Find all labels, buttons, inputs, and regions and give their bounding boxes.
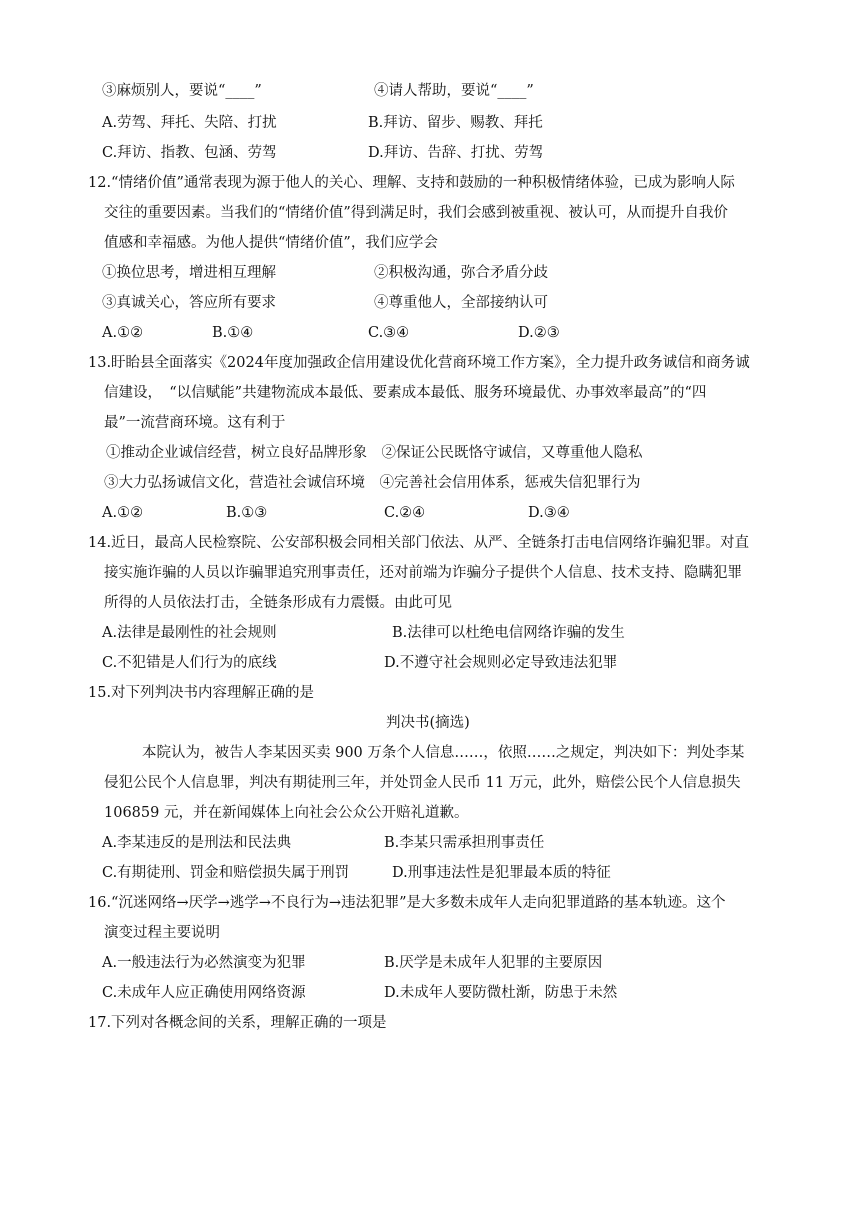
q14-option-a: A.法律是最刚性的社会规则 — [102, 625, 277, 641]
q15-document-line-1 — [0, 738, 860, 768]
q13-options-row — [0, 498, 860, 528]
q12-stem-text-3: 值感和幸福感。为他人提供“情绪价值”，我们应学会 — [104, 235, 438, 251]
q15-document-line-2 — [0, 768, 860, 798]
q13-stem-line-3 — [0, 408, 860, 438]
q14-options-row-2 — [0, 648, 860, 678]
q13-stem-text-2: 信建设， “以信赋能”共建物流成本最低、要素成本最低、服务环境最优、办事效率最高”的“四 — [104, 385, 707, 401]
q13-option-c: C.②④ — [384, 505, 426, 521]
q15-document-title: 判决书(摘选) — [386, 715, 470, 731]
q13-items-row-2 — [0, 468, 860, 498]
q16-options-row-2 — [0, 978, 860, 1008]
q11-option-a: A.劳驾、拜托、失陪、打扰 — [102, 115, 277, 131]
q15-document-line-3 — [0, 798, 860, 828]
q13-option-d: D.③④ — [528, 505, 570, 521]
q13-items-3-4: ③大力弘扬诚信文化，营造社会诚信环境 ④完善社会信用体系，惩戒失信犯罪行为 — [104, 475, 641, 491]
q12-item-1: ①换位思考，增进相互理解 — [102, 265, 276, 281]
q12-stem-text-2: 交往的重要因素。当我们的“情绪价值”得到满足时，我们会感到被重视、被认可，从而提升自我价 — [104, 205, 728, 221]
q12-option-b: B.①④ — [212, 325, 254, 341]
q15-document-text-1: 本院认为，被告人李某因买卖 900 万条个人信息……，依照……之规定，判决如下：判处李某 — [142, 745, 745, 761]
q14-options-row-1 — [0, 618, 860, 648]
q11-option-b: B.拜访、留步、赐教、拜托 — [368, 115, 543, 131]
q11-items-row — [0, 76, 860, 106]
q16-stem-text-1: 16.“沉迷网络→厌学→逃学→不良行为→违法犯罪”是大多数未成年人走向犯罪道路的基本轨迹。这个 — [88, 895, 726, 911]
q13-stem-line-2 — [0, 378, 860, 408]
q13-items-row-1 — [0, 438, 860, 468]
q15-option-c: C.有期徒刑、罚金和赔偿损失属于刑罚 — [102, 865, 350, 881]
q14-option-d: D.不遵守社会规则必定导致违法犯罪 — [384, 655, 618, 671]
q17-stem-line-1 — [0, 1008, 860, 1038]
q13-option-a: A.①② — [102, 505, 144, 521]
exam-page — [0, 78, 860, 1038]
q15-option-b: B.李某只需承担刑事责任 — [384, 835, 545, 851]
q14-stem-line-3 — [0, 588, 860, 618]
q14-option-b: B.法律可以杜绝电信网络诈骗的发生 — [392, 625, 625, 641]
q16-options-row-1 — [0, 948, 860, 978]
q15-option-a: A.李某违反的是刑法和民法典 — [102, 835, 292, 851]
q12-item-2: ②积极沟通，弥合矛盾分歧 — [374, 265, 548, 281]
q15-document-text-3: 106859 元，并在新闻媒体上向社会公众公开赔礼道歉。 — [104, 805, 469, 821]
q14-stem-line-2 — [0, 558, 860, 588]
q15-options-row-1 — [0, 828, 860, 858]
q15-option-d: D.刑事违法性是犯罪最本质的特征 — [392, 865, 611, 881]
q12-option-a: A.①② — [102, 325, 144, 341]
q16-option-b: B.厌学是未成年人犯罪的主要原因 — [384, 955, 603, 971]
q16-option-a: A.一般违法行为必然演变为犯罪 — [102, 955, 306, 971]
q12-stem-text-1: 12.“情绪价值”通常表现为源于他人的关心、理解、支持和鼓励的一种积极情绪体验，已成为影响人际 — [88, 175, 735, 191]
q16-stem-line-2 — [0, 918, 860, 948]
q13-option-b: B.①③ — [226, 505, 268, 521]
q15-stem-text-1: 15.对下列判决书内容理解正确的是 — [88, 685, 315, 701]
q17-stem-text-1: 17.下列对各概念间的关系，理解正确的一项是 — [88, 1015, 387, 1031]
q14-stem-text-3: 所得的人员依法打击，全链条形成有力震慑。由此可见 — [104, 595, 452, 611]
q13-stem-text-1: 13.盱眙县全面落实《2024年度加强政企信用建设优化营商环境工作方案》，全力提升政务诚信和商务诚 — [88, 355, 750, 371]
q13-stem-line-1 — [0, 348, 860, 378]
q14-stem-line-1 — [0, 528, 860, 558]
q11-options-row-1 — [0, 108, 860, 138]
q12-stem-line-1 — [0, 168, 860, 198]
q15-options-row-2 — [0, 858, 860, 888]
q14-option-c: C.不犯错是人们行为的底线 — [102, 655, 277, 671]
q15-document-title-row — [0, 708, 860, 738]
q12-stem-line-2 — [0, 198, 860, 228]
q13-items-1-2: ①推动企业诚信经营，树立良好品牌形象 ②保证公民既恪守诚信，又尊重他人隐私 — [106, 445, 643, 461]
q12-item-4: ④尊重他人，全部接纳认可 — [374, 295, 548, 311]
q11-item-4: ④请人帮助，要说“____” — [374, 83, 534, 99]
q14-stem-text-2: 接实施诈骗的人员以诈骗罪追究刑事责任，还对前端为诈骗分子提供个人信息、技术支持、隐瞒犯罪 — [104, 565, 742, 581]
q13-stem-text-3: 最”一流营商环境。这有利于 — [104, 415, 286, 431]
q12-item-3: ③真诚关心，答应所有要求 — [102, 295, 276, 311]
q11-option-d: D.拜访、告辞、打扰、劳驾 — [368, 145, 544, 161]
q16-option-d: D.未成年人要防微杜渐，防患于未然 — [384, 985, 618, 1001]
q15-document-text-2: 侵犯公民个人信息罪，判决有期徒刑三年，并处罚金人民币 11 万元，此外，赔偿公民个人信息损失 — [104, 775, 741, 791]
q12-option-d: D.②③ — [518, 325, 560, 341]
q12-items-row-2 — [0, 288, 860, 318]
q11-item-3: ③麻烦别人，要说“____” — [102, 83, 262, 99]
q11-options-row-2 — [0, 138, 860, 168]
q12-options-row — [0, 318, 860, 348]
q12-stem-line-3 — [0, 228, 860, 258]
q16-stem-text-2: 演变过程主要说明 — [104, 925, 220, 941]
q16-option-c: C.未成年人应正确使用网络资源 — [102, 985, 306, 1001]
q11-option-c: C.拜访、指教、包涵、劳驾 — [102, 145, 277, 161]
q12-option-c: C.③④ — [368, 325, 410, 341]
q16-stem-line-1 — [0, 888, 860, 918]
q12-items-row-1 — [0, 258, 860, 288]
q15-stem-line-1 — [0, 678, 860, 708]
q14-stem-text-1: 14.近日，最高人民检察院、公安部积极会同相关部门依法、从严、全链条打击电信网络诈骗犯罪。对直 — [88, 535, 750, 551]
